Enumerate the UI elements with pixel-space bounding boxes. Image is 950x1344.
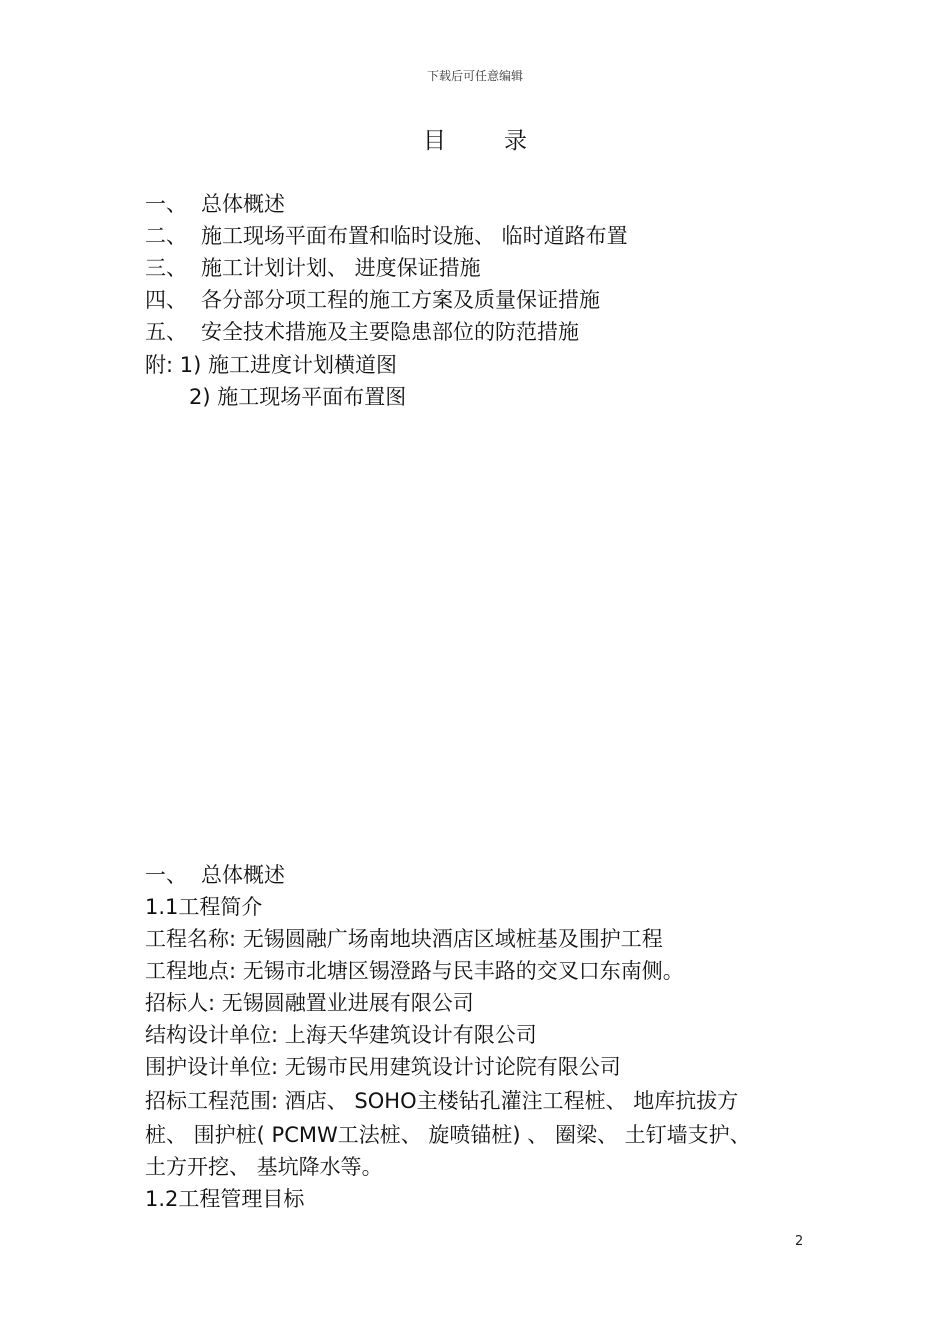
toc-title-right: 录 [504,128,527,154]
toc-item-text: 施工计划计划、 进度保证措施 [201,256,481,280]
page-number: 2 [795,1234,804,1249]
body-line: 工程地点: 无锡市北塘区锡澄路与民丰路的交叉口东南侧。 [145,959,684,983]
toc-item-text: 总体概述 [201,192,285,216]
appendix-item: 2) 施工现场平面布置图 [189,385,407,409]
body-line: 土方开挖、 基坑降水等。 [145,1155,383,1179]
section-heading-text: 总体概述 [201,863,285,887]
section-heading-number: 一、 [145,863,187,887]
body-line: 围护设计单位: 无锡市民用建筑设计讨论院有限公司 [145,1055,621,1079]
toc-title [0,122,950,155]
toc-item-5 [145,316,579,348]
appendix-label: 附: [145,353,174,377]
toc-item-text: 安全技术措施及主要隐患部位的防范措施 [201,320,579,344]
header-note: 下载后可任意编辑 [426,69,523,83]
section-heading [145,859,285,891]
toc-item-2 [145,220,628,252]
toc-item-1 [145,188,285,220]
appendix-item: 1) 施工进度计划横道图 [179,353,397,377]
toc-item-3 [145,252,481,284]
subsection-heading-1: 1.1工程简介 [145,895,263,919]
toc-item-number: 一、 [145,192,187,216]
body-line: 招标工程范围: 酒店、 SOHO主楼钻孔灌注工程桩、 地库抗拔方 [145,1089,739,1113]
toc-title-left: 目 [423,128,446,154]
toc-appendix-2 [189,381,406,413]
toc-appendix-1 [145,349,397,381]
toc-item-number: 二、 [145,224,187,248]
body-line: 桩、 围护桩( PCMW工法桩、 旋喷锚桩) 、 圈梁、 土钉墙支护、 [145,1123,751,1147]
toc-item-4 [145,284,600,316]
body-line: 结构设计单位: 上海天华建筑设计有限公司 [145,1023,537,1047]
body-line: 招标人: 无锡圆融置业进展有限公司 [145,991,474,1015]
toc-item-number: 五、 [145,320,187,344]
toc-item-number: 四、 [145,288,187,312]
subsection-heading-2: 1.2工程管理目标 [145,1187,305,1211]
toc-item-text: 各分部分项工程的施工方案及质量保证措施 [201,288,600,312]
toc-item-number: 三、 [145,256,187,280]
body-line: 工程名称: 无锡圆融广场南地块酒店区域桩基及围护工程 [145,927,663,951]
toc-item-text: 施工现场平面布置和临时设施、 临时道路布置 [201,224,628,248]
